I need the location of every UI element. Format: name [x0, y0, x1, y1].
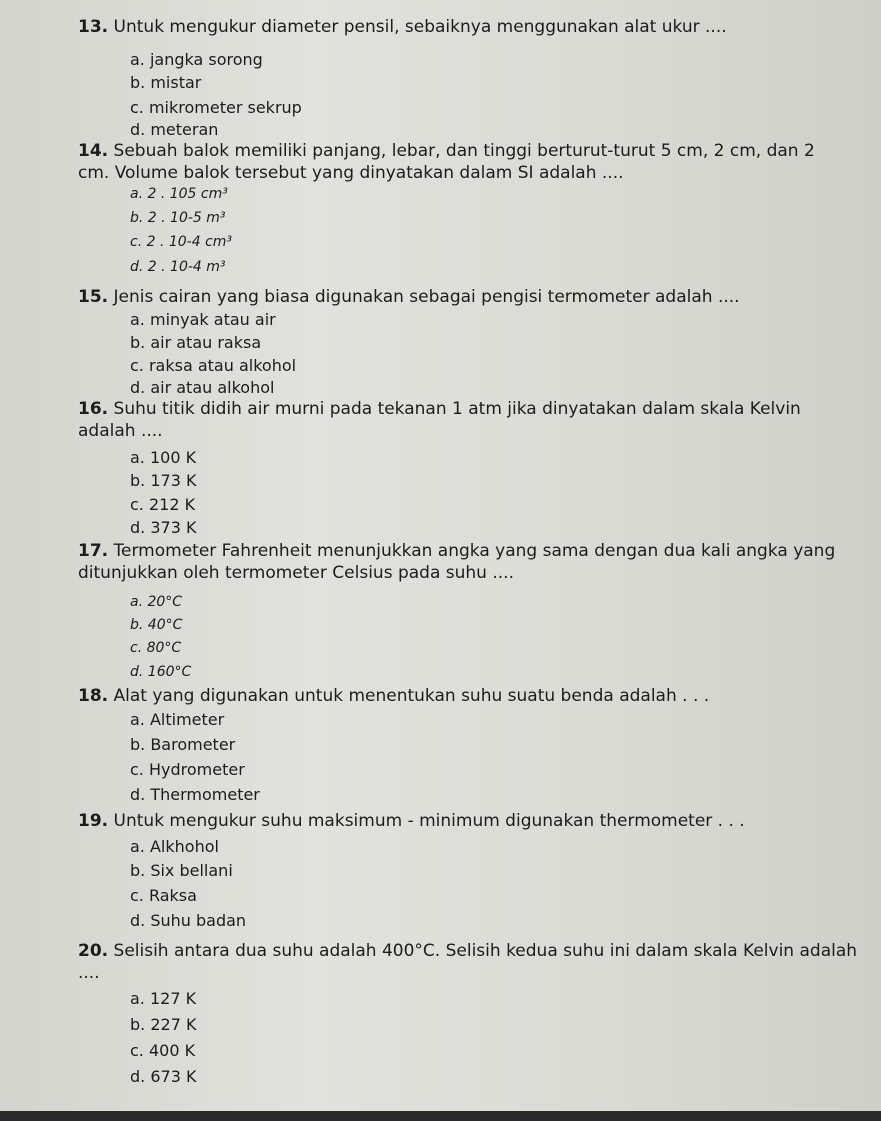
option-19c: c. Raksa	[130, 886, 197, 905]
option-17d	[130, 661, 191, 682]
option-13d: d. meteran	[130, 120, 219, 139]
option-13b: b. mistar	[130, 73, 202, 92]
question-18	[78, 685, 873, 707]
option-17a	[130, 591, 182, 612]
option-text: b. 40°C	[130, 617, 183, 633]
option-text: d. 160°C	[130, 664, 192, 680]
option-16b: b. 173 K	[130, 471, 197, 490]
question-text: Termometer Fahrenheit menunjukkan angka yang sama dengan dua kali angka yang ditunjukkan oleh termometer Celsius pada suhu ....	[78, 541, 836, 583]
option-18c: c. Hydrometer	[130, 760, 245, 779]
option-15b: b. air atau raksa	[130, 333, 262, 352]
option-15d: d. air atau alkohol	[130, 378, 275, 397]
question-number: 15.	[78, 287, 109, 307]
question-19	[78, 810, 873, 832]
question-text: Selisih antara dua suhu adalah 400°C. Selisih kedua suhu ini dalam skala Kelvin adalah ....	[78, 941, 858, 983]
question-number: 18.	[78, 686, 109, 706]
question-14	[78, 140, 818, 184]
option-14a	[130, 183, 228, 204]
option-15c: c. raksa atau alkohol	[130, 356, 297, 375]
option-text: c. 2 . 10-4 cm³	[130, 234, 233, 250]
option-19b: b. Six bellani	[130, 861, 233, 880]
question-15	[78, 286, 873, 308]
question-20	[78, 940, 868, 984]
question-number: 19.	[78, 811, 109, 831]
question-number: 20.	[78, 941, 109, 961]
option-text: a. 2 . 105 cm³	[130, 186, 228, 202]
page-bottom-edge	[0, 1111, 881, 1121]
question-16	[78, 398, 808, 442]
option-20a: a. 127 K	[130, 989, 197, 1008]
option-text: c. 80°C	[130, 640, 182, 656]
option-17c	[130, 637, 181, 658]
option-13c: c. mikrometer sekrup	[130, 98, 302, 117]
option-14d	[130, 256, 226, 277]
option-16d: d. 373 K	[130, 518, 197, 537]
question-text: Untuk mengukur suhu maksimum - minimum digunakan thermometer . . .	[113, 811, 745, 831]
option-20d: d. 673 K	[130, 1067, 197, 1086]
question-number: 17.	[78, 541, 109, 561]
question-text: Suhu titik didih air murni pada tekanan 1 atm jika dinyatakan dalam skala Kelvin adalah ....	[78, 399, 801, 441]
question-number: 13.	[78, 17, 109, 37]
question-text: Sebuah balok memiliki panjang, lebar, dan tinggi berturut-turut 5 cm, 2 cm, dan 2 cm. Volume balok tersebut yang dinyatakan dalam SI adalah ....	[78, 141, 815, 183]
question-number: 14.	[78, 141, 109, 161]
question-17	[78, 540, 873, 584]
option-20b: b. 227 K	[130, 1015, 197, 1034]
question-text: Jenis cairan yang biasa digunakan sebagai pengisi termometer adalah ....	[113, 287, 740, 307]
option-14b	[130, 207, 226, 228]
option-16a: a. 100 K	[130, 448, 197, 467]
option-17b	[130, 614, 182, 635]
question-13	[78, 16, 873, 38]
option-18b: b. Barometer	[130, 735, 236, 754]
option-15a: a. minyak atau air	[130, 310, 276, 329]
option-14c	[130, 231, 232, 252]
option-text: a. 20°C	[130, 594, 183, 610]
question-text: Untuk mengukur diameter pensil, sebaiknya menggunakan alat ukur ....	[113, 17, 727, 37]
option-18d: d. Thermometer	[130, 785, 260, 804]
option-13a: a. jangka sorong	[130, 50, 263, 69]
option-text: d. 2 . 10-4 m³	[130, 259, 226, 275]
option-20c: c. 400 K	[130, 1041, 196, 1060]
option-18a: a. Altimeter	[130, 710, 225, 729]
option-16c: c. 212 K	[130, 495, 196, 514]
question-number: 16.	[78, 399, 109, 419]
option-text: b. 2 . 10-5 m³	[130, 210, 226, 226]
option-19d: d. Suhu badan	[130, 911, 247, 930]
question-text: Alat yang digunakan untuk menentukan suhu suatu benda adalah . . .	[113, 686, 710, 706]
option-19a: a. Alkhohol	[130, 837, 219, 856]
